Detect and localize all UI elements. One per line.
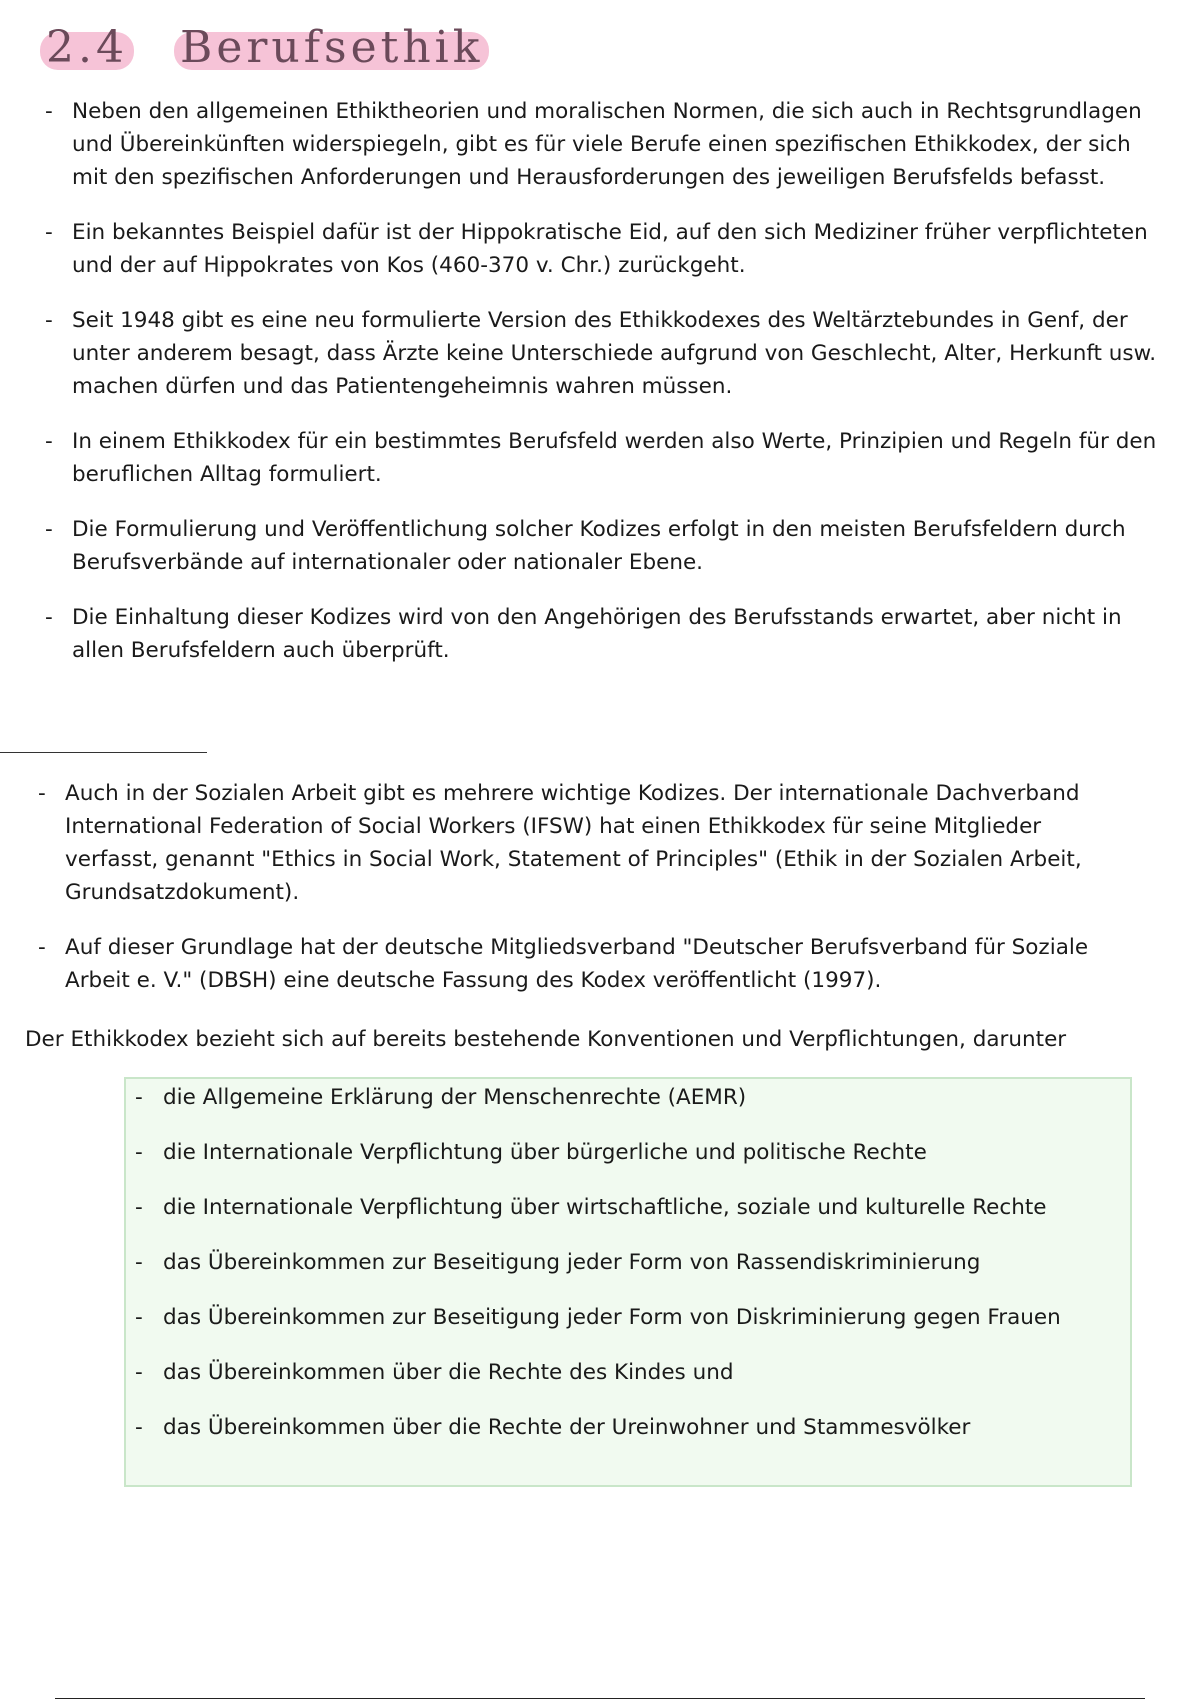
- bullet-dash: -: [135, 1415, 143, 1440]
- bullet-dash: -: [45, 605, 53, 630]
- list-item: [45, 601, 1167, 667]
- section-title: Berufsethik: [174, 18, 489, 78]
- page-bottom-rule: [55, 1698, 1145, 1699]
- list-item-text: Seit 1948 gibt es eine neu formulierte Version des Ethikkodexes des Weltärztebundes in Genf, der unter anderem besagt, dass Ärzte keine Unterschiede aufgrund von Geschlecht, Alter, Herkunft usw. machen dürfen und das Patientengeheimnis wahren müssen.: [72, 308, 1157, 399]
- social-work-list: [38, 777, 1130, 1019]
- list-item: [38, 931, 1130, 997]
- bullet-dash: -: [135, 1195, 143, 1220]
- list-item-text: die Internationale Verpflichtung über wirtschaftliche, soziale und kulturelle Rechte: [163, 1195, 1047, 1220]
- list-item: [45, 95, 1167, 194]
- list-item: [38, 777, 1130, 909]
- list-item: [135, 1136, 1063, 1169]
- section-divider: [0, 752, 207, 753]
- section-number: 2.4: [40, 18, 134, 78]
- ethics-intro-list: [45, 95, 1167, 689]
- bullet-dash: -: [45, 308, 53, 333]
- bullet-dash: -: [45, 517, 53, 542]
- bullet-dash: -: [135, 1140, 143, 1165]
- bullet-dash: -: [45, 429, 53, 454]
- conventions-list: [135, 1081, 1063, 1466]
- list-item: [45, 425, 1167, 491]
- list-item: [135, 1081, 1063, 1114]
- list-item-text: Ein bekanntes Beispiel dafür ist der Hippokratische Eid, auf den sich Mediziner früher verpflichteten und der auf Hippokrates von Kos (460-370 v. Chr.) zurückgeht.: [72, 220, 1148, 278]
- bullet-dash: -: [38, 935, 46, 960]
- list-item: [45, 513, 1167, 579]
- list-item: [135, 1246, 1063, 1279]
- bullet-dash: -: [135, 1250, 143, 1275]
- list-item-text: Die Einhaltung dieser Kodizes wird von den Angehörigen des Berufsstands erwartet, aber nicht in allen Berufsfeldern auch überprüft.: [72, 605, 1122, 663]
- list-item-text: Auf dieser Grundlage hat der deutsche Mitgliedsverband "Deutscher Berufsverband für Soziale Arbeit e. V." (DBSH) eine deutsche Fassung des Kodex veröffentlicht (1997).: [65, 935, 1089, 993]
- list-item: [135, 1356, 1063, 1389]
- page-title: [40, 18, 489, 78]
- bullet-dash: -: [135, 1305, 143, 1330]
- list-item-text: das Übereinkommen über die Rechte der Ureinwohner und Stammesvölker: [163, 1415, 971, 1440]
- bullet-dash: -: [45, 220, 53, 245]
- bullet-dash: -: [135, 1360, 143, 1385]
- list-item: [135, 1411, 1063, 1444]
- list-item-text: Die Formulierung und Veröffentlichung solcher Kodizes erfolgt in den meisten Berufsfeldern durch Berufsverbände auf internationaler oder nationaler Ebene.: [72, 517, 1126, 575]
- list-item: [135, 1191, 1063, 1224]
- list-item-text: Neben den allgemeinen Ethiktheorien und moralischen Normen, die sich auch in Rechtsgrundlagen und Übereinkünften widerspiegeln, gibt es für viele Berufe einen spezifischen Ethikkodex, der sich mit den spezifischen Anforderungen und Herausforderungen des jeweiligen Berufsfelds befasst.: [72, 99, 1142, 190]
- bullet-dash: -: [135, 1085, 143, 1110]
- bullet-dash: -: [38, 781, 46, 806]
- list-item: [45, 304, 1167, 403]
- list-item-text: das Übereinkommen zur Beseitigung jeder Form von Rassendiskriminierung: [163, 1250, 981, 1275]
- list-item-text: die Allgemeine Erklärung der Menschenrechte (AEMR): [163, 1085, 747, 1110]
- conventions-intro: Der Ethikkodex bezieht sich auf bereits bestehende Konventionen und Verpflichtungen, darunter: [25, 1027, 1067, 1052]
- list-item-text: Auch in der Sozialen Arbeit gibt es mehrere wichtige Kodizes. Der internationale Dachverband International Federation of Social Workers (IFSW) hat einen Ethikkodex für seine Mitglieder verfasst, genannt "Ethics in Social Work, Statement of Principles" (Ethik in der Sozialen Arbeit, Grundsatzdokument).: [65, 781, 1082, 905]
- list-item-text: die Internationale Verpflichtung über bürgerliche und politische Rechte: [163, 1140, 927, 1165]
- list-item-text: das Übereinkommen zur Beseitigung jeder Form von Diskriminierung gegen Frauen: [163, 1305, 1061, 1330]
- bullet-dash: -: [45, 99, 53, 124]
- list-item: [45, 216, 1167, 282]
- list-item-text: In einem Ethikkodex für ein bestimmtes Berufsfeld werden also Werte, Prinzipien und Regeln für den beruflichen Alltag formuliert.: [72, 429, 1157, 487]
- list-item: [135, 1301, 1063, 1334]
- list-item-text: das Übereinkommen über die Rechte des Kindes und: [163, 1360, 734, 1385]
